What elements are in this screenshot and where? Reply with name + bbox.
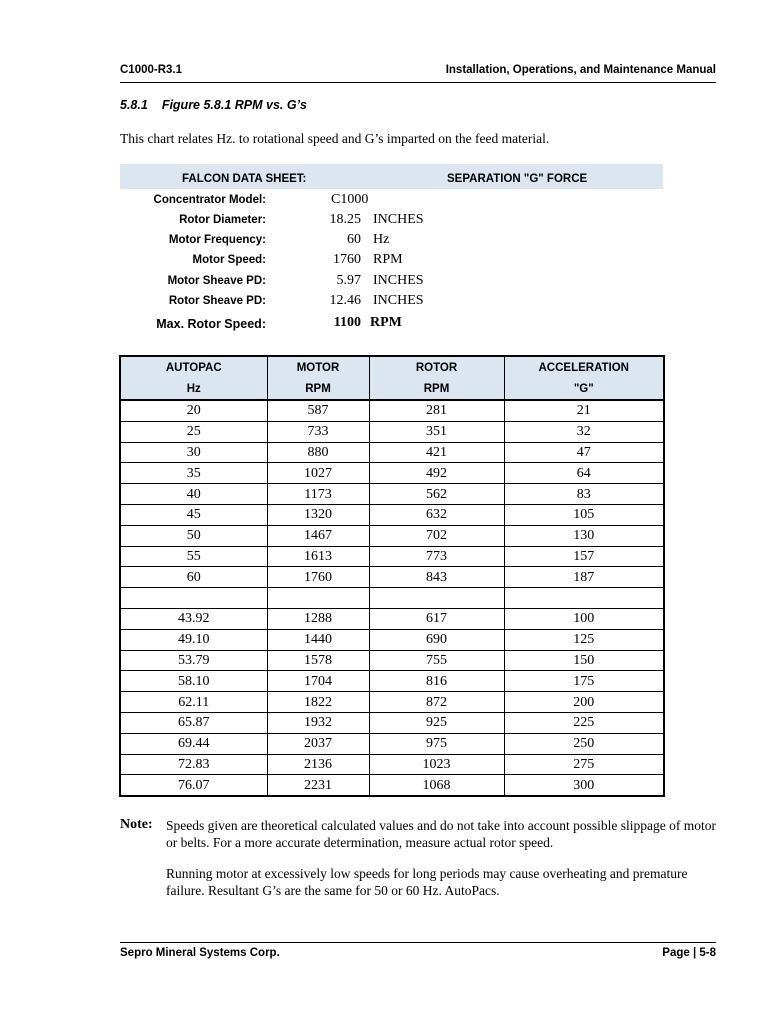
table-cell: 587	[267, 400, 369, 421]
table-row	[120, 504, 664, 525]
rpm-table	[119, 355, 665, 797]
table-cell: 47	[504, 442, 664, 463]
data-sheet-unit: RPM	[370, 315, 402, 330]
col-unit-motor-rpm: RPM	[267, 378, 369, 400]
data-sheet-heading	[120, 164, 663, 189]
data-sheet-value: 12.46	[329, 293, 361, 308]
table-cell: 1320	[267, 504, 369, 525]
data-sheet-unit: Hz	[373, 232, 390, 247]
table-cell: 105	[504, 504, 664, 525]
table-row	[120, 442, 664, 463]
table-row	[120, 733, 664, 754]
doc-id: C1000-R3.1	[120, 64, 183, 76]
table-cell: 50	[120, 525, 267, 546]
table-row	[120, 546, 664, 567]
data-sheet-title: FALCON DATA SHEET:	[182, 173, 307, 185]
table-cell: 1578	[267, 650, 369, 671]
table-row	[120, 629, 664, 650]
data-sheet-value: 1100	[333, 315, 361, 330]
table-cell: 130	[504, 525, 664, 546]
table-cell: 1704	[267, 671, 369, 692]
table-row	[120, 754, 664, 775]
table-cell: 65.87	[120, 712, 267, 733]
table-cell: 200	[504, 692, 664, 713]
data-sheet-value: 1760	[333, 252, 361, 267]
table-cell	[369, 588, 504, 609]
data-sheet-label: Motor Speed:	[192, 254, 266, 266]
table-cell: 60	[120, 567, 267, 588]
table-cell: 225	[504, 712, 664, 733]
table-cell: 49.10	[120, 629, 267, 650]
data-sheet-label: Rotor Diameter:	[179, 214, 266, 226]
table-header-row	[120, 356, 664, 378]
table-row	[120, 525, 664, 546]
data-sheet-row-motor-frequency	[120, 232, 663, 252]
table-cell: 421	[369, 442, 504, 463]
col-header-rotor: ROTOR	[369, 356, 504, 378]
table-cell: 100	[504, 608, 664, 629]
table-row	[120, 421, 664, 442]
table-cell: 250	[504, 733, 664, 754]
table-row	[120, 712, 664, 733]
table-cell: 175	[504, 671, 664, 692]
table-cell: 157	[504, 546, 664, 567]
data-sheet-value: 18.25	[329, 212, 361, 227]
table-cell: 632	[369, 504, 504, 525]
table-row	[120, 692, 664, 713]
table-cell: 187	[504, 567, 664, 588]
manual-title: Installation, Operations, and Maintenance Manual	[445, 64, 716, 76]
page-number: Page | 5-8	[662, 947, 716, 959]
col-unit-rotor-rpm: RPM	[369, 378, 504, 400]
table-cell: 872	[369, 692, 504, 713]
table-cell: 351	[369, 421, 504, 442]
table-cell: 40	[120, 484, 267, 505]
data-sheet-unit: RPM	[373, 252, 403, 267]
table-cell: 1822	[267, 692, 369, 713]
table-cell: 25	[120, 421, 267, 442]
data-sheet-row-rotor-sheave	[120, 293, 663, 313]
col-unit-g: "G"	[504, 378, 664, 400]
table-cell: 83	[504, 484, 664, 505]
table-cell: 1027	[267, 463, 369, 484]
table-cell: 843	[369, 567, 504, 588]
table-cell: 300	[504, 775, 664, 796]
company-name: Sepro Mineral Systems Corp.	[120, 947, 280, 959]
data-sheet-label: Motor Frequency:	[168, 234, 266, 246]
table-cell	[504, 588, 664, 609]
table-cell: 76.07	[120, 775, 267, 796]
table-cell: 925	[369, 712, 504, 733]
table-cell: 1467	[267, 525, 369, 546]
note-label: Note:	[120, 817, 153, 832]
data-sheet-row-motor-sheave	[120, 273, 663, 293]
table-row	[120, 484, 664, 505]
note-paragraph-2: Running motor at excessively low speeds for long periods may cause overheating and premature failure. Resultant G’s are the same for 50 or 60 Hz. AutoPacs.	[166, 866, 688, 898]
table-cell	[120, 588, 267, 609]
table-cell: 55	[120, 546, 267, 567]
table-cell: 617	[369, 608, 504, 629]
table-cell: 125	[504, 629, 664, 650]
data-sheet-row-model	[120, 192, 663, 212]
table-cell: 1023	[369, 754, 504, 775]
table-cell: 816	[369, 671, 504, 692]
table-cell: 281	[369, 400, 504, 421]
table-row	[120, 775, 664, 796]
data-sheet-label: Motor Sheave PD:	[167, 275, 266, 287]
table-cell: 20	[120, 400, 267, 421]
data-sheet-value: 60	[347, 232, 361, 247]
table-cell: 72.83	[120, 754, 267, 775]
table-cell: 32	[504, 421, 664, 442]
table-cell: 733	[267, 421, 369, 442]
table-cell: 880	[267, 442, 369, 463]
data-sheet-label: Max. Rotor Speed:	[156, 317, 266, 331]
separation-force-title: SEPARATION "G" FORCE	[447, 173, 588, 185]
data-sheet-label: Rotor Sheave PD:	[168, 295, 266, 307]
table-cell: 702	[369, 525, 504, 546]
table-cell: 1068	[369, 775, 504, 796]
table-row	[120, 567, 664, 588]
table-cell: 43.92	[120, 608, 267, 629]
table-row	[120, 588, 664, 609]
table-cell	[267, 588, 369, 609]
table-cell: 2231	[267, 775, 369, 796]
page-footer	[120, 942, 716, 963]
data-sheet-unit: INCHES	[373, 293, 424, 308]
table-row	[120, 671, 664, 692]
table-row	[120, 650, 664, 671]
table-cell: 1440	[267, 629, 369, 650]
table-cell: 562	[369, 484, 504, 505]
figure-title: Figure 5.8.1 RPM vs. G’s	[161, 98, 307, 112]
table-cell: 1932	[267, 712, 369, 733]
table-cell: 58.10	[120, 671, 267, 692]
col-unit-hz: Hz	[120, 378, 267, 400]
data-sheet-row-max-rotor-speed	[120, 315, 663, 335]
table-cell: 53.79	[120, 650, 267, 671]
table-cell: 690	[369, 629, 504, 650]
table-cell: 30	[120, 442, 267, 463]
figure-caption	[120, 98, 307, 112]
table-cell: 492	[369, 463, 504, 484]
table-cell: 1613	[267, 546, 369, 567]
data-sheet-value: C1000	[331, 192, 369, 207]
note-paragraph-1: Speeds given are theoretical calculated values and do not take into account possible slippage of motor or belts. For a more accurate determination, measure actual rotor speed.	[166, 818, 716, 850]
table-cell: 1288	[267, 608, 369, 629]
col-header-autopac: AUTOPAC	[120, 356, 267, 378]
col-header-acceleration: ACCELERATION	[504, 356, 664, 378]
table-cell: 62.11	[120, 692, 267, 713]
table-header-units-row	[120, 378, 664, 400]
intro-text: This chart relates Hz. to rotational speed and G’s imparted on the feed material.	[120, 131, 550, 146]
table-cell: 975	[369, 733, 504, 754]
data-sheet-row-motor-speed	[120, 252, 663, 272]
table-row	[120, 608, 664, 629]
table-cell: 2136	[267, 754, 369, 775]
col-header-motor: MOTOR	[267, 356, 369, 378]
table-cell: 773	[369, 546, 504, 567]
table-cell: 1760	[267, 567, 369, 588]
figure-number: 5.8.1	[120, 98, 148, 112]
data-sheet-row-rotor-diameter	[120, 212, 663, 232]
data-sheet-unit: INCHES	[373, 273, 424, 288]
table-cell: 45	[120, 504, 267, 525]
table-cell: 2037	[267, 733, 369, 754]
table-cell: 69.44	[120, 733, 267, 754]
table-cell: 275	[504, 754, 664, 775]
table-row	[120, 463, 664, 484]
table-cell: 150	[504, 650, 664, 671]
table-cell: 64	[504, 463, 664, 484]
table-cell: 1173	[267, 484, 369, 505]
table-cell: 21	[504, 400, 664, 421]
table-cell: 35	[120, 463, 267, 484]
table-cell: 755	[369, 650, 504, 671]
data-sheet-value: 5.97	[336, 273, 361, 288]
data-sheet-unit: INCHES	[373, 212, 424, 227]
page-header	[120, 62, 716, 83]
data-sheet-label: Concentrator Model:	[153, 194, 266, 206]
table-row	[120, 400, 664, 421]
